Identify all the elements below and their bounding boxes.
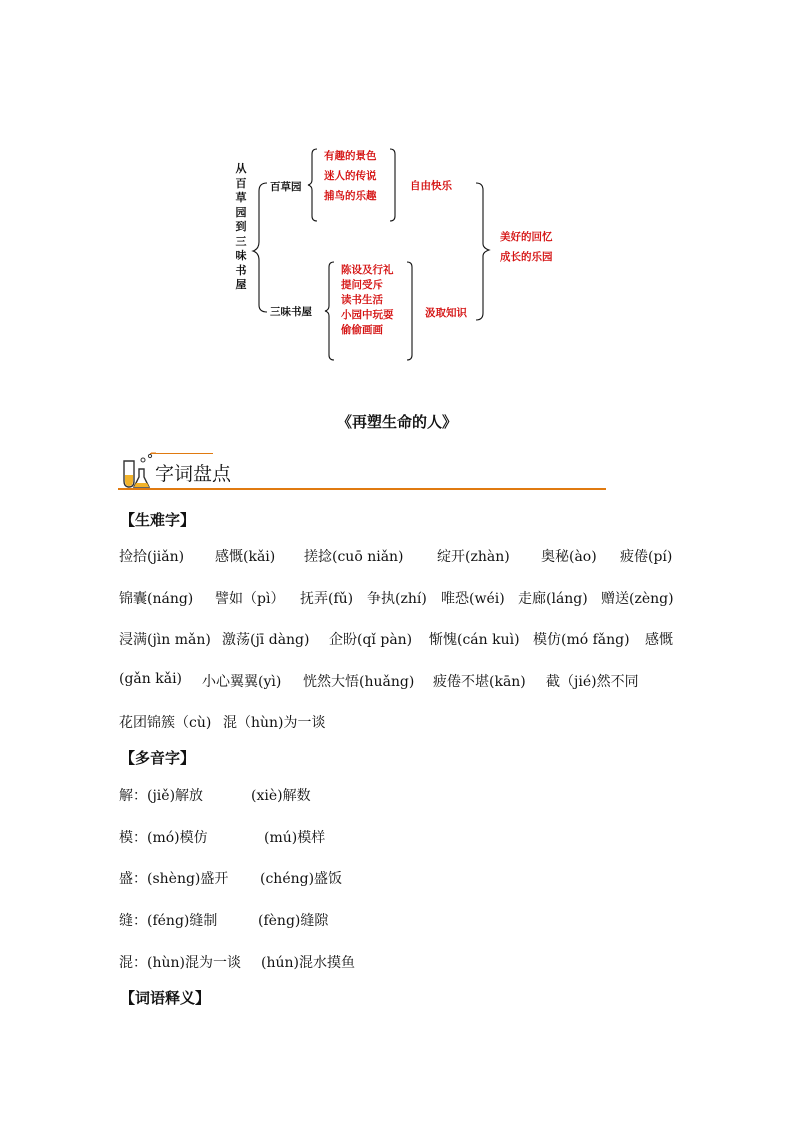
- branch1-summary: 自由快乐: [410, 180, 452, 192]
- branch2-open-bracket: [325, 262, 334, 360]
- conclusion-item: 成长的乐园: [500, 251, 553, 263]
- branch1-item: 有趣的景色: [324, 150, 377, 162]
- polyphone-reading: 缝：(féng)缝制: [119, 913, 218, 929]
- branch1-open-bracket: [308, 149, 317, 221]
- word-item: 感慨: [645, 632, 673, 648]
- word-item: 捡拾(jiǎn): [119, 549, 185, 565]
- word-item: 赠送(zèng): [601, 591, 674, 607]
- branch1-item: 捕鸟的乐趣: [324, 190, 377, 202]
- word-item: 争执(zhí): [367, 591, 427, 607]
- conclusion-item: 美好的回忆: [500, 231, 553, 243]
- branch1-item: 迷人的传说: [324, 170, 377, 182]
- word-item: 浸满(jìn mǎn): [119, 632, 211, 648]
- branch2-close-bracket: [407, 262, 412, 360]
- heading-ciyu-shiyi: 【词语释义】: [120, 989, 211, 1007]
- polyphone-reading: (xiè)解数: [251, 788, 311, 804]
- polyphone-reading: 解：(jiě)解放: [119, 788, 204, 804]
- heading-duoyinzi: 【多音字】: [120, 749, 196, 767]
- polyphone-reading: (mú)模样: [264, 830, 326, 846]
- word-item: 截（jié)然不同: [546, 674, 639, 690]
- branch-label-baicaoyuan: 百草园: [270, 181, 302, 193]
- polyphone-reading: 盛：(shèng)盛开: [119, 871, 229, 887]
- word-item: 疲倦不堪(kān): [433, 674, 526, 690]
- word-item: 花团锦簇（cù): [119, 715, 212, 731]
- polyphone-reading: (fèng)缝隙: [258, 913, 329, 929]
- section-divider: [118, 488, 606, 490]
- word-item: 搓捻(cuō niǎn): [304, 549, 404, 565]
- word-item: 奥秘(ào): [541, 549, 597, 565]
- word-item: 感慨(kǎi): [215, 549, 276, 565]
- polyphone-reading: (chéng)盛饭: [260, 871, 343, 887]
- branch2-item: 偷偷画画: [341, 324, 383, 336]
- word-item: 恍然大悟(huǎng): [303, 674, 415, 690]
- branch-label-sanweishuwu: 三味书屋: [270, 306, 312, 318]
- word-item: 譬如（pì）: [215, 591, 285, 607]
- word-item: 抚弄(fǔ): [300, 591, 354, 607]
- mindmap-root-title: 从百草园到三味书屋: [235, 162, 247, 291]
- heading-shengnanzi: 【生难字】: [120, 511, 196, 529]
- polyphone-reading: 模：(mó)模仿: [119, 830, 208, 846]
- word-item: 绽开(zhàn): [437, 549, 510, 565]
- root-brace: [253, 183, 267, 312]
- polyphone-reading: 混：(hùn)混为一谈: [119, 955, 241, 971]
- polyphone-reading: (hún)混水摸鱼: [261, 955, 355, 971]
- word-item: 唯恐(wéi): [441, 591, 505, 607]
- section-title: 字词盘点: [155, 463, 232, 485]
- section-top-rule: [150, 453, 213, 454]
- word-item: 小心翼翼(yì): [202, 674, 282, 690]
- word-item: 疲倦(pí): [620, 549, 673, 565]
- word-item: 走廊(láng): [518, 591, 588, 607]
- branch2-item: 提问受斥: [341, 279, 383, 291]
- branch2-summary: 汲取知识: [425, 307, 467, 319]
- conclusion-bracket: [476, 183, 489, 320]
- word-item: 企盼(qǐ pàn): [329, 632, 413, 648]
- word-item: 锦囊(náng): [119, 591, 194, 607]
- word-item: 激荡(jī dàng): [222, 632, 310, 648]
- branch2-item: 小园中玩耍: [341, 309, 394, 321]
- word-item: 混（hùn)为一谈: [223, 715, 326, 731]
- mindmap-brackets: [0, 0, 794, 420]
- branch2-item: 读书生活: [341, 294, 383, 306]
- branch2-item: 陈设及行礼: [341, 264, 394, 276]
- word-item: 惭愧(cán kuì): [429, 632, 520, 648]
- document-title: 《再塑生命的人》: [336, 413, 457, 431]
- word-item: 模仿(mó fǎng): [533, 632, 630, 648]
- word-item: (gǎn kǎi): [119, 671, 183, 687]
- branch1-close-bracket: [390, 149, 395, 221]
